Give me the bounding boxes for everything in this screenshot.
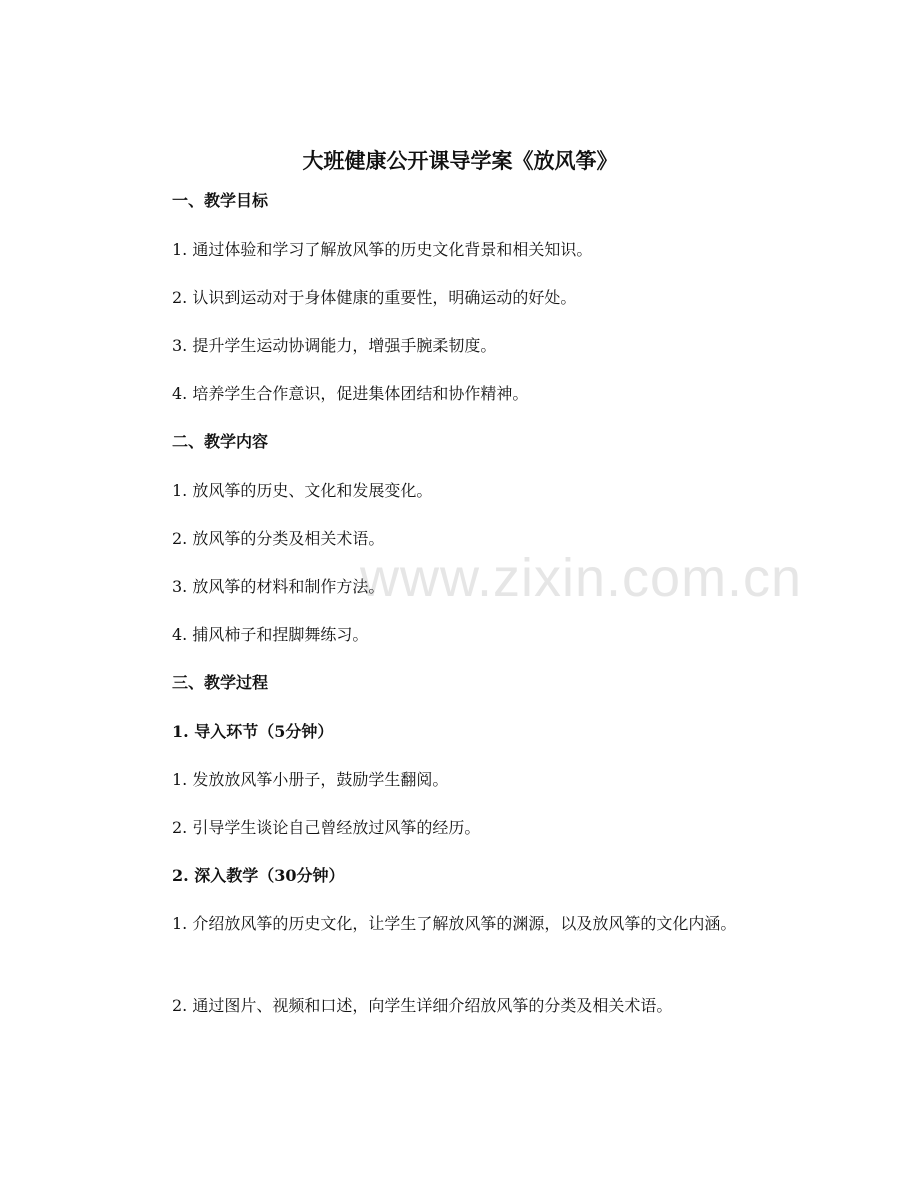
goal-item-1: 1. 通过体验和学习了解放风筝的历史文化背景和相关知识。 (172, 240, 593, 259)
goal-item-4: 4. 培养学生合作意识，促进集体团结和协作精神。 (172, 384, 529, 403)
deep-item-2: 2. 通过图片、视频和口述，向学生详细介绍放风筝的分类及相关术语。 (172, 996, 673, 1015)
section-heading-content: 二、教学内容 (172, 432, 269, 451)
content-item-3: 3. 放风筝的材料和制作方法。 (172, 577, 385, 596)
content-item-1: 1. 放风筝的历史、文化和发展变化。 (172, 481, 433, 500)
section-heading-process: 三、教学过程 (172, 673, 269, 692)
document-title: 大班健康公开课导学案《放风筝》 (302, 148, 618, 173)
deep-item-1: 1. 介绍放风筝的历史文化，让学生了解放风筝的渊源，以及放风筝的文化内涵。 (172, 914, 737, 933)
subsection-heading-deep: 2. 深入教学（30分钟） (172, 866, 345, 885)
subsection-heading-intro: 1. 导入环节（5分钟） (172, 722, 334, 741)
intro-item-2: 2. 引导学生谈论自己曾经放过风筝的经历。 (172, 818, 481, 837)
watermark: www.zixin.com.cn (360, 548, 803, 608)
section-heading-goals: 一、教学目标 (172, 191, 269, 210)
content-item-4: 4. 捕风柿子和捏脚舞练习。 (172, 625, 369, 644)
content-item-2: 2. 放风筝的分类及相关术语。 (172, 529, 385, 548)
goal-item-3: 3. 提升学生运动协调能力，增强手腕柔韧度。 (172, 336, 497, 355)
goal-item-2: 2. 认识到运动对于身体健康的重要性，明确运动的好处。 (172, 288, 577, 307)
intro-item-1: 1. 发放放风筝小册子，鼓励学生翻阅。 (172, 770, 449, 789)
